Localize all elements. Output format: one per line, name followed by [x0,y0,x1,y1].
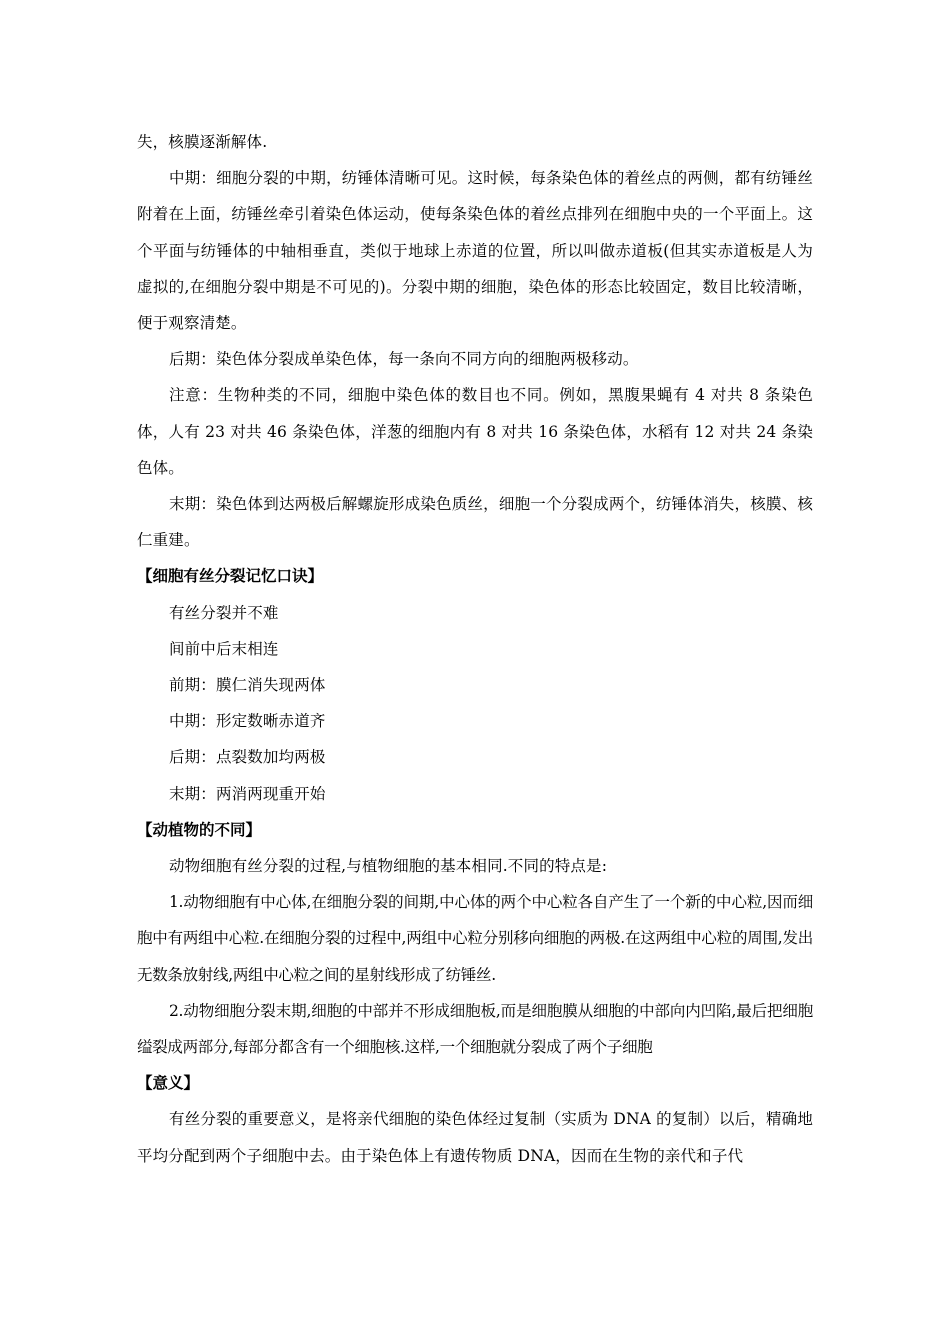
paragraph-difference-intro: 动物细胞有丝分裂的过程,与植物细胞的基本相同.不同的特点是: [169,857,608,876]
heading-mnemonic: 【细胞有丝分裂记忆口诀】 [137,567,324,586]
paragraph-telophase: 末期：染色体到达两极后解螺旋形成染色质丝，细胞一个分裂成两个，纺锤体消失，核膜、核仁重建。 [137,495,813,550]
paragraph-note: 注意：生物种类的不同，细胞中染色体的数目也不同。例如，黑腹果蝇有 4 对共 8 条染色体，人有 23 对共 46 条染色体，洋葱的细胞内有 8 对共 16 条染色体，水稻有 12 对共 24 条染色体。 [137,386,813,477]
document-page [137,124,813,1174]
mnemonic-line: 后期：点裂数加均两极 [169,748,326,767]
paragraph-meaning: 有丝分裂的重要意义，是将亲代细胞的染色体经过复制（实质为 DNA 的复制）以后，精确地平均分配到两个子细胞中去。由于染色体上有遗传物质 DNA，因而在生物的亲代和子代 [137,1110,813,1165]
mnemonic-line: 前期：膜仁消失现两体 [169,676,326,695]
paragraph-anaphase: 后期：染色体分裂成单染色体，每一条向不同方向的细胞两极移动。 [169,350,639,369]
mnemonic-line: 末期：两消两现重开始 [169,784,326,803]
paragraph-prophase-end: 失，核膜逐渐解体. [137,133,268,151]
mnemonic-line: 中期：形定数晰赤道齐 [169,712,326,731]
mnemonic-line: 间前中后末相连 [169,639,279,658]
heading-difference: 【动植物的不同】 [137,820,262,839]
mnemonic-line: 有丝分裂并不难 [169,603,279,622]
paragraph-difference-point-1: 1.动物细胞有中心体,在细胞分裂的间期,中心体的两个中心粒各自产生了一个新的中心粒,因而细胞中有两组中心粒.在细胞分裂的过程中,两组中心粒分别移向细胞的两极.在这两组中心粒的周围,发出无数条放射线,两组中心粒之间的星射线形成了纺锤丝. [137,893,813,984]
paragraph-metaphase: 中期：细胞分裂的中期，纺锤体清晰可见。这时候，每条染色体的着丝点的两侧，都有纺锤丝附着在上面，纺锤丝牵引着染色体运动，使每条染色体的着丝点排列在细胞中央的一个平面上。这个平面与纺锤体的中轴相垂直，类似于地球上赤道的位置，所以叫做赤道板(但其实赤道板是人为虚拟的,在细胞分裂中期是不可见的)。分裂中期的细胞，染色体的形态比较固定，数目比较清晰，便于观察清楚。 [137,169,813,333]
paragraph-difference-point-2: 2.动物细胞分裂末期,细胞的中部并不形成细胞板,而是细胞膜从细胞的中部向内凹陷,最后把细胞缢裂成两部分,每部分都含有一个细胞核.这样,一个细胞就分裂成了两个子细胞 [137,1001,813,1057]
heading-meaning: 【意义】 [137,1074,200,1093]
